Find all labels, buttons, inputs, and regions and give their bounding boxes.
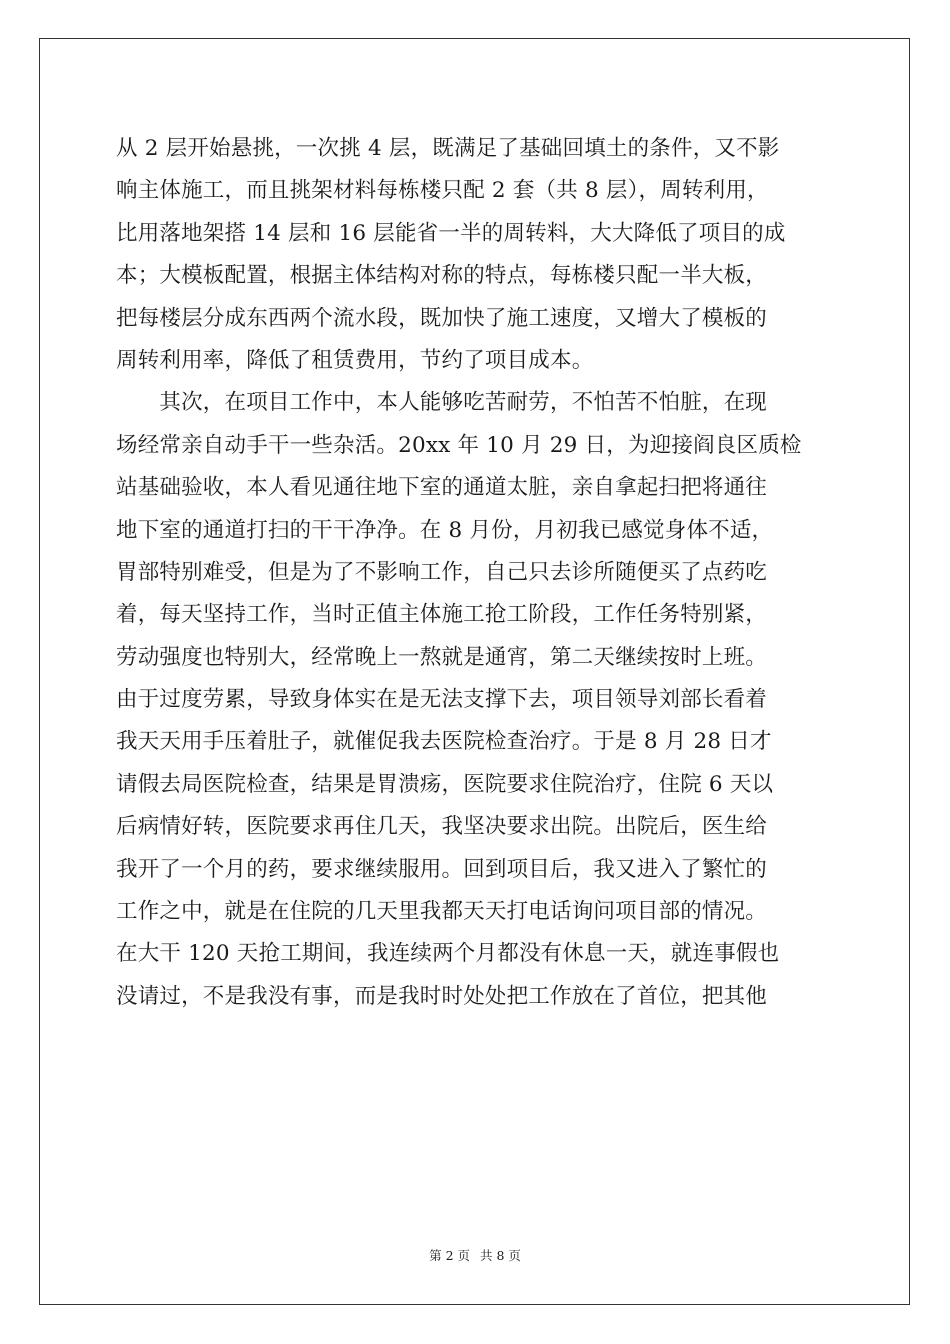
text-line: 我开了一个月的药，要求继续服用。回到项目后，我又进入了繁忙的 <box>116 856 768 882</box>
text-line: 周转利用率，降低了租赁费用，节约了项目成本。 <box>116 347 594 373</box>
text-line: 地下室的通道打扫的干干净净。在 8 月份，月初我已感觉身体不适， <box>116 517 774 543</box>
text-line: 本；大模板配置，根据主体结构对称的特点，每栋楼只配一半大板， <box>116 263 768 289</box>
text-line: 其次，在项目工作中，本人能够吃苦耐劳，不怕苦不怕脏，在现 <box>116 390 768 416</box>
text-line: 比用落地架搭 14 层和 16 层能省一半的周转料，大大降低了项目的成 <box>116 220 786 246</box>
text-line: 后病情好转，医院要求再住几天，我坚决要求出院。出院后，医生给 <box>116 814 768 840</box>
text-line: 响主体施工，而且挑架材料每栋楼只配 2 套（共 8 层），周转利用， <box>116 178 769 204</box>
text-line: 着，每天坚持工作，当时正值主体施工抢工阶段，工作任务特别紧， <box>116 602 768 628</box>
text-line: 没请过，不是我没有事，而是我时时处处把工作放在了首位，把其他 <box>116 983 768 1009</box>
text-line: 从 2 层开始悬挑，一次挑 4 层，既满足了基础回填土的条件，又不影 <box>116 136 780 161</box>
text-line: 把每楼层分成东西两个流水段，既加快了施工速度，又增大了模板的 <box>116 305 768 331</box>
page-number: 第 2 页 <box>429 1248 470 1263</box>
text-line: 工作之中，就是在住院的几天里我都天天打电话询问项目部的情况。 <box>116 899 768 925</box>
text-line: 由于过度劳累，导致身体实在是无法支撑下去，项目领导刘部长看着 <box>116 687 768 713</box>
page-footer <box>0 1246 950 1264</box>
page-total: 共 8 页 <box>479 1248 521 1263</box>
document-body <box>116 128 836 1018</box>
text-line: 请假去局医院检查，结果是胃溃疡，医院要求住院治疗，住院 6 天以 <box>116 771 774 797</box>
text-line: 劳动强度也特别大，经常晚上一熬就是通宵，第二天继续按时上班。 <box>116 644 768 670</box>
text-line: 在大干 120 天抢工期间，我连续两个月都没有休息一天，就连事假也 <box>116 941 780 967</box>
text-line: 站基础验收，本人看见通往地下室的通道太脏，亲自拿起扫把将通往 <box>116 475 768 501</box>
text-line: 胃部特别难受，但是为了不影响工作，自己只去诊所随便买了点药吃 <box>116 559 768 585</box>
text-line: 我天天用手压着肚子，就催促我去医院检查治疗。于是 8 月 28 日才 <box>116 729 772 755</box>
text-line: 场经常亲自动手干一些杂活。20xx 年 10 月 29 日，为迎接阎良区质检 <box>116 432 802 458</box>
